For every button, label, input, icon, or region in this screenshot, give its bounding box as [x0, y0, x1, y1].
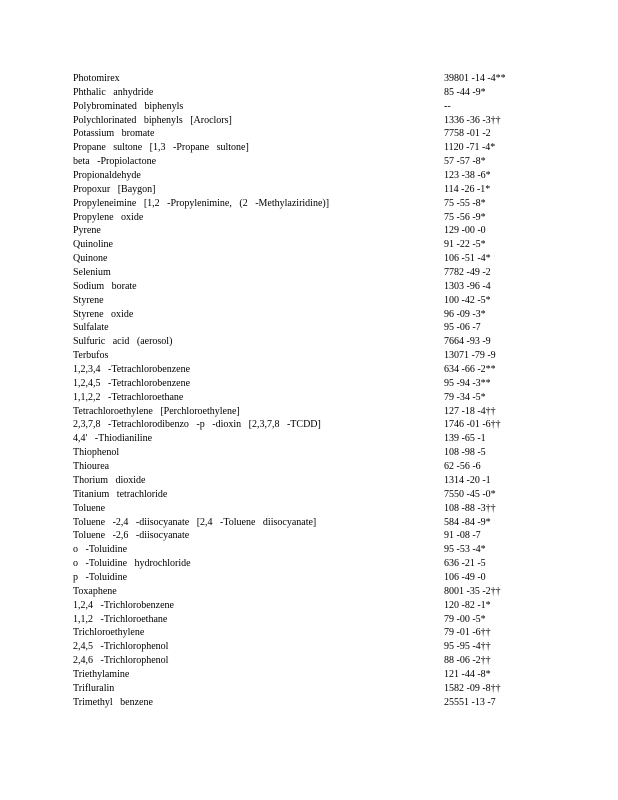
chemical-row: [73, 280, 543, 294]
chemical-name: 1,1,2,2 -Tetrachloroethane: [73, 391, 184, 403]
cas-number: 120 -82 -1*: [444, 599, 491, 611]
chemical-row: [73, 86, 543, 100]
chemical-row: [73, 294, 543, 308]
chemical-name: 1,1,2 -Trichloroethane: [73, 613, 168, 625]
cas-number: 79 -01 -6††: [444, 627, 491, 639]
chemical-row: [73, 460, 543, 474]
cas-number: 7550 -45 -0*: [444, 488, 496, 500]
chemical-row: [73, 349, 543, 363]
cas-number: 7782 -49 -2: [444, 267, 491, 279]
chemical-row: [73, 141, 543, 155]
chemical-row: [73, 585, 543, 599]
cas-number: 129 -00 -0: [444, 225, 486, 237]
cas-number: 106 -49 -0: [444, 571, 486, 583]
cas-number: 91 -22 -5*: [444, 239, 486, 251]
cas-number: 7664 -93 -9: [444, 336, 491, 348]
chemical-row: [73, 529, 543, 543]
cas-number: 121 -44 -8*: [444, 668, 491, 680]
chemical-name: Propylene oxide: [73, 211, 144, 223]
cas-number: 8001 -35 -2††: [444, 585, 501, 597]
chemical-row: [73, 266, 543, 280]
chemical-row: [73, 377, 543, 391]
chemical-name: Selenium: [73, 267, 111, 279]
chemical-name: Thorium dioxide: [73, 474, 146, 486]
chemical-name: p -Toluidine: [73, 571, 128, 583]
chemical-row: [73, 183, 543, 197]
chemical-name: Trichloroethylene: [73, 627, 145, 639]
cas-number: 1582 -09 -8††: [444, 682, 501, 694]
chemical-name: 4,4' -Thiodianiline: [73, 433, 153, 445]
cas-number: 634 -66 -2**: [444, 364, 496, 376]
cas-number: --: [444, 100, 451, 112]
chemical-row: [73, 169, 543, 183]
chemical-name: 2,4,6 -Trichlorophenol: [73, 655, 169, 667]
chemical-name: Styrene oxide: [73, 308, 134, 320]
chemical-name: Trimethyl benzene: [73, 696, 153, 708]
chemical-name: Phthalic anhydride: [73, 86, 154, 98]
cas-number: 108 -88 -3††: [444, 502, 496, 514]
chemical-name: Toluene: [73, 502, 106, 514]
chemical-row: [73, 474, 543, 488]
cas-number: 79 -00 -5*: [444, 613, 486, 625]
chemical-name: Tetrachloroethylene [Perchloroethylene]: [73, 405, 240, 417]
chemical-name: Toxaphene: [73, 585, 117, 597]
cas-number: 57 -57 -8*: [444, 156, 486, 168]
chemical-name: Polychlorinated biphenyls [Aroclors]: [73, 114, 232, 126]
chemical-row: [73, 668, 543, 682]
cas-number: 584 -84 -9*: [444, 516, 491, 528]
cas-number: 95 -53 -4*: [444, 544, 486, 556]
chemical-row: [73, 252, 543, 266]
chemical-row: [73, 446, 543, 460]
chemical-row: [73, 72, 543, 86]
chemical-row: [73, 516, 543, 530]
chemical-list: [73, 72, 543, 710]
chemical-name: Titanium tetrachloride: [73, 488, 168, 500]
cas-number: 25551 -13 -7: [444, 696, 496, 708]
chemical-row: [73, 363, 543, 377]
chemical-row: [73, 654, 543, 668]
chemical-name: Toluene -2,4 -diisocyanate [2,4 -Toluene diisocyanate]: [73, 516, 317, 528]
cas-number: 139 -65 -1: [444, 433, 486, 445]
chemical-row: [73, 626, 543, 640]
chemical-row: [73, 599, 543, 613]
cas-number: 114 -26 -1*: [444, 183, 491, 195]
chemical-row: [73, 335, 543, 349]
chemical-name: Terbufos: [73, 350, 109, 362]
chemical-row: [73, 405, 543, 419]
chemical-name: Toluene -2,6 -diisocyanate: [73, 530, 190, 542]
chemical-row: [73, 224, 543, 238]
cas-number: 96 -09 -3*: [444, 308, 486, 320]
cas-number: 636 -21 -5: [444, 558, 486, 570]
chemical-row: [73, 418, 543, 432]
chemical-name: Quinone: [73, 253, 108, 265]
cas-number: 85 -44 -9*: [444, 86, 486, 98]
chemical-row: [73, 197, 543, 211]
chemical-name: 1,2,4 -Trichlorobenzene: [73, 599, 174, 611]
chemical-row: [73, 571, 543, 585]
cas-number: 1746 -01 -6††: [444, 419, 501, 431]
chemical-name: Photomirex: [73, 73, 120, 84]
chemical-name: Triethylamine: [73, 668, 130, 680]
chemical-row: [73, 640, 543, 654]
chemical-name: Potassium bromate: [73, 128, 155, 140]
cas-number: 1314 -20 -1: [444, 474, 491, 486]
cas-number: 7758 -01 -2: [444, 128, 491, 140]
chemical-name: Propane sultone [1,3 -Propane sultone]: [73, 142, 249, 154]
chemical-row: [73, 100, 543, 114]
cas-number: 1303 -96 -4: [444, 280, 491, 292]
chemical-row: [73, 308, 543, 322]
cas-number: 127 -18 -4††: [444, 405, 496, 417]
cas-number: 62 -56 -6: [444, 461, 481, 473]
chemical-name: Sulfuric acid (aerosol): [73, 336, 173, 348]
chemical-row: [73, 114, 543, 128]
chemical-name: Styrene: [73, 294, 104, 306]
cas-number: 1120 -71 -4*: [444, 142, 496, 154]
chemical-name: Polybrominated biphenyls: [73, 100, 184, 112]
cas-number: 100 -42 -5*: [444, 294, 491, 306]
chemical-row: [73, 211, 543, 225]
chemical-row: [73, 682, 543, 696]
chemical-name: 2,4,5 -Trichlorophenol: [73, 641, 169, 653]
cas-number: 1336 -36 -3††: [444, 114, 501, 126]
cas-number: 91 -08 -7: [444, 530, 481, 542]
chemical-name: Thiophenol: [73, 447, 120, 459]
chemical-row: [73, 488, 543, 502]
cas-number: 88 -06 -2††: [444, 655, 491, 667]
cas-number: 13071 -79 -9: [444, 350, 496, 362]
cas-number: 123 -38 -6*: [444, 170, 491, 182]
cas-number: 75 -56 -9*: [444, 211, 486, 223]
cas-number: 95 -94 -3**: [444, 377, 491, 389]
cas-number: 108 -98 -5: [444, 447, 486, 459]
chemical-name: Propyleneimine [1,2 -Propylenimine, (2 -Methylaziridine)]: [73, 197, 330, 209]
chemical-row: [73, 127, 543, 141]
chemical-row: [73, 696, 543, 710]
cas-number: 75 -55 -8*: [444, 197, 486, 209]
chemical-name: o -Toluidine hydrochloride: [73, 558, 191, 570]
chemical-name: Quinoline: [73, 239, 113, 251]
chemical-row: [73, 613, 543, 627]
cas-number: 95 -06 -7: [444, 322, 481, 334]
chemical-row: [73, 432, 543, 446]
chemical-name: Propionaldehyde: [73, 170, 141, 182]
chemical-name: Propoxur [Baygon]: [73, 183, 156, 195]
cas-number: 95 -95 -4††: [444, 641, 491, 653]
chemical-row: [73, 502, 543, 516]
chemical-name: 2,3,7,8 -Tetrachlorodibenzo -p -dioxin [2,3,7,8 -TCDD]: [73, 419, 321, 431]
chemical-name: Trifluralin: [73, 682, 115, 694]
chemical-name: Thiourea: [73, 461, 110, 473]
chemical-row: [73, 155, 543, 169]
chemical-row: [73, 543, 543, 557]
chemical-name: 1,2,3,4 -Tetrachlorobenzene: [73, 364, 191, 376]
chemical-name: o -Toluidine: [73, 544, 128, 556]
chemical-name: beta -Propiolactone: [73, 156, 157, 168]
chemical-row: [73, 321, 543, 335]
cas-number: 106 -51 -4*: [444, 253, 491, 265]
chemical-row: [73, 238, 543, 252]
cas-number: 39801 -14 -4**: [444, 73, 506, 84]
cas-number: 79 -34 -5*: [444, 391, 486, 403]
chemical-name: Pyrene: [73, 225, 101, 237]
chemical-name: Sodium borate: [73, 280, 137, 292]
chemical-row: [73, 557, 543, 571]
chemical-name: Sulfalate: [73, 322, 109, 334]
chemical-name: 1,2,4,5 -Tetrachlorobenzene: [73, 377, 191, 389]
chemical-row: [73, 391, 543, 405]
